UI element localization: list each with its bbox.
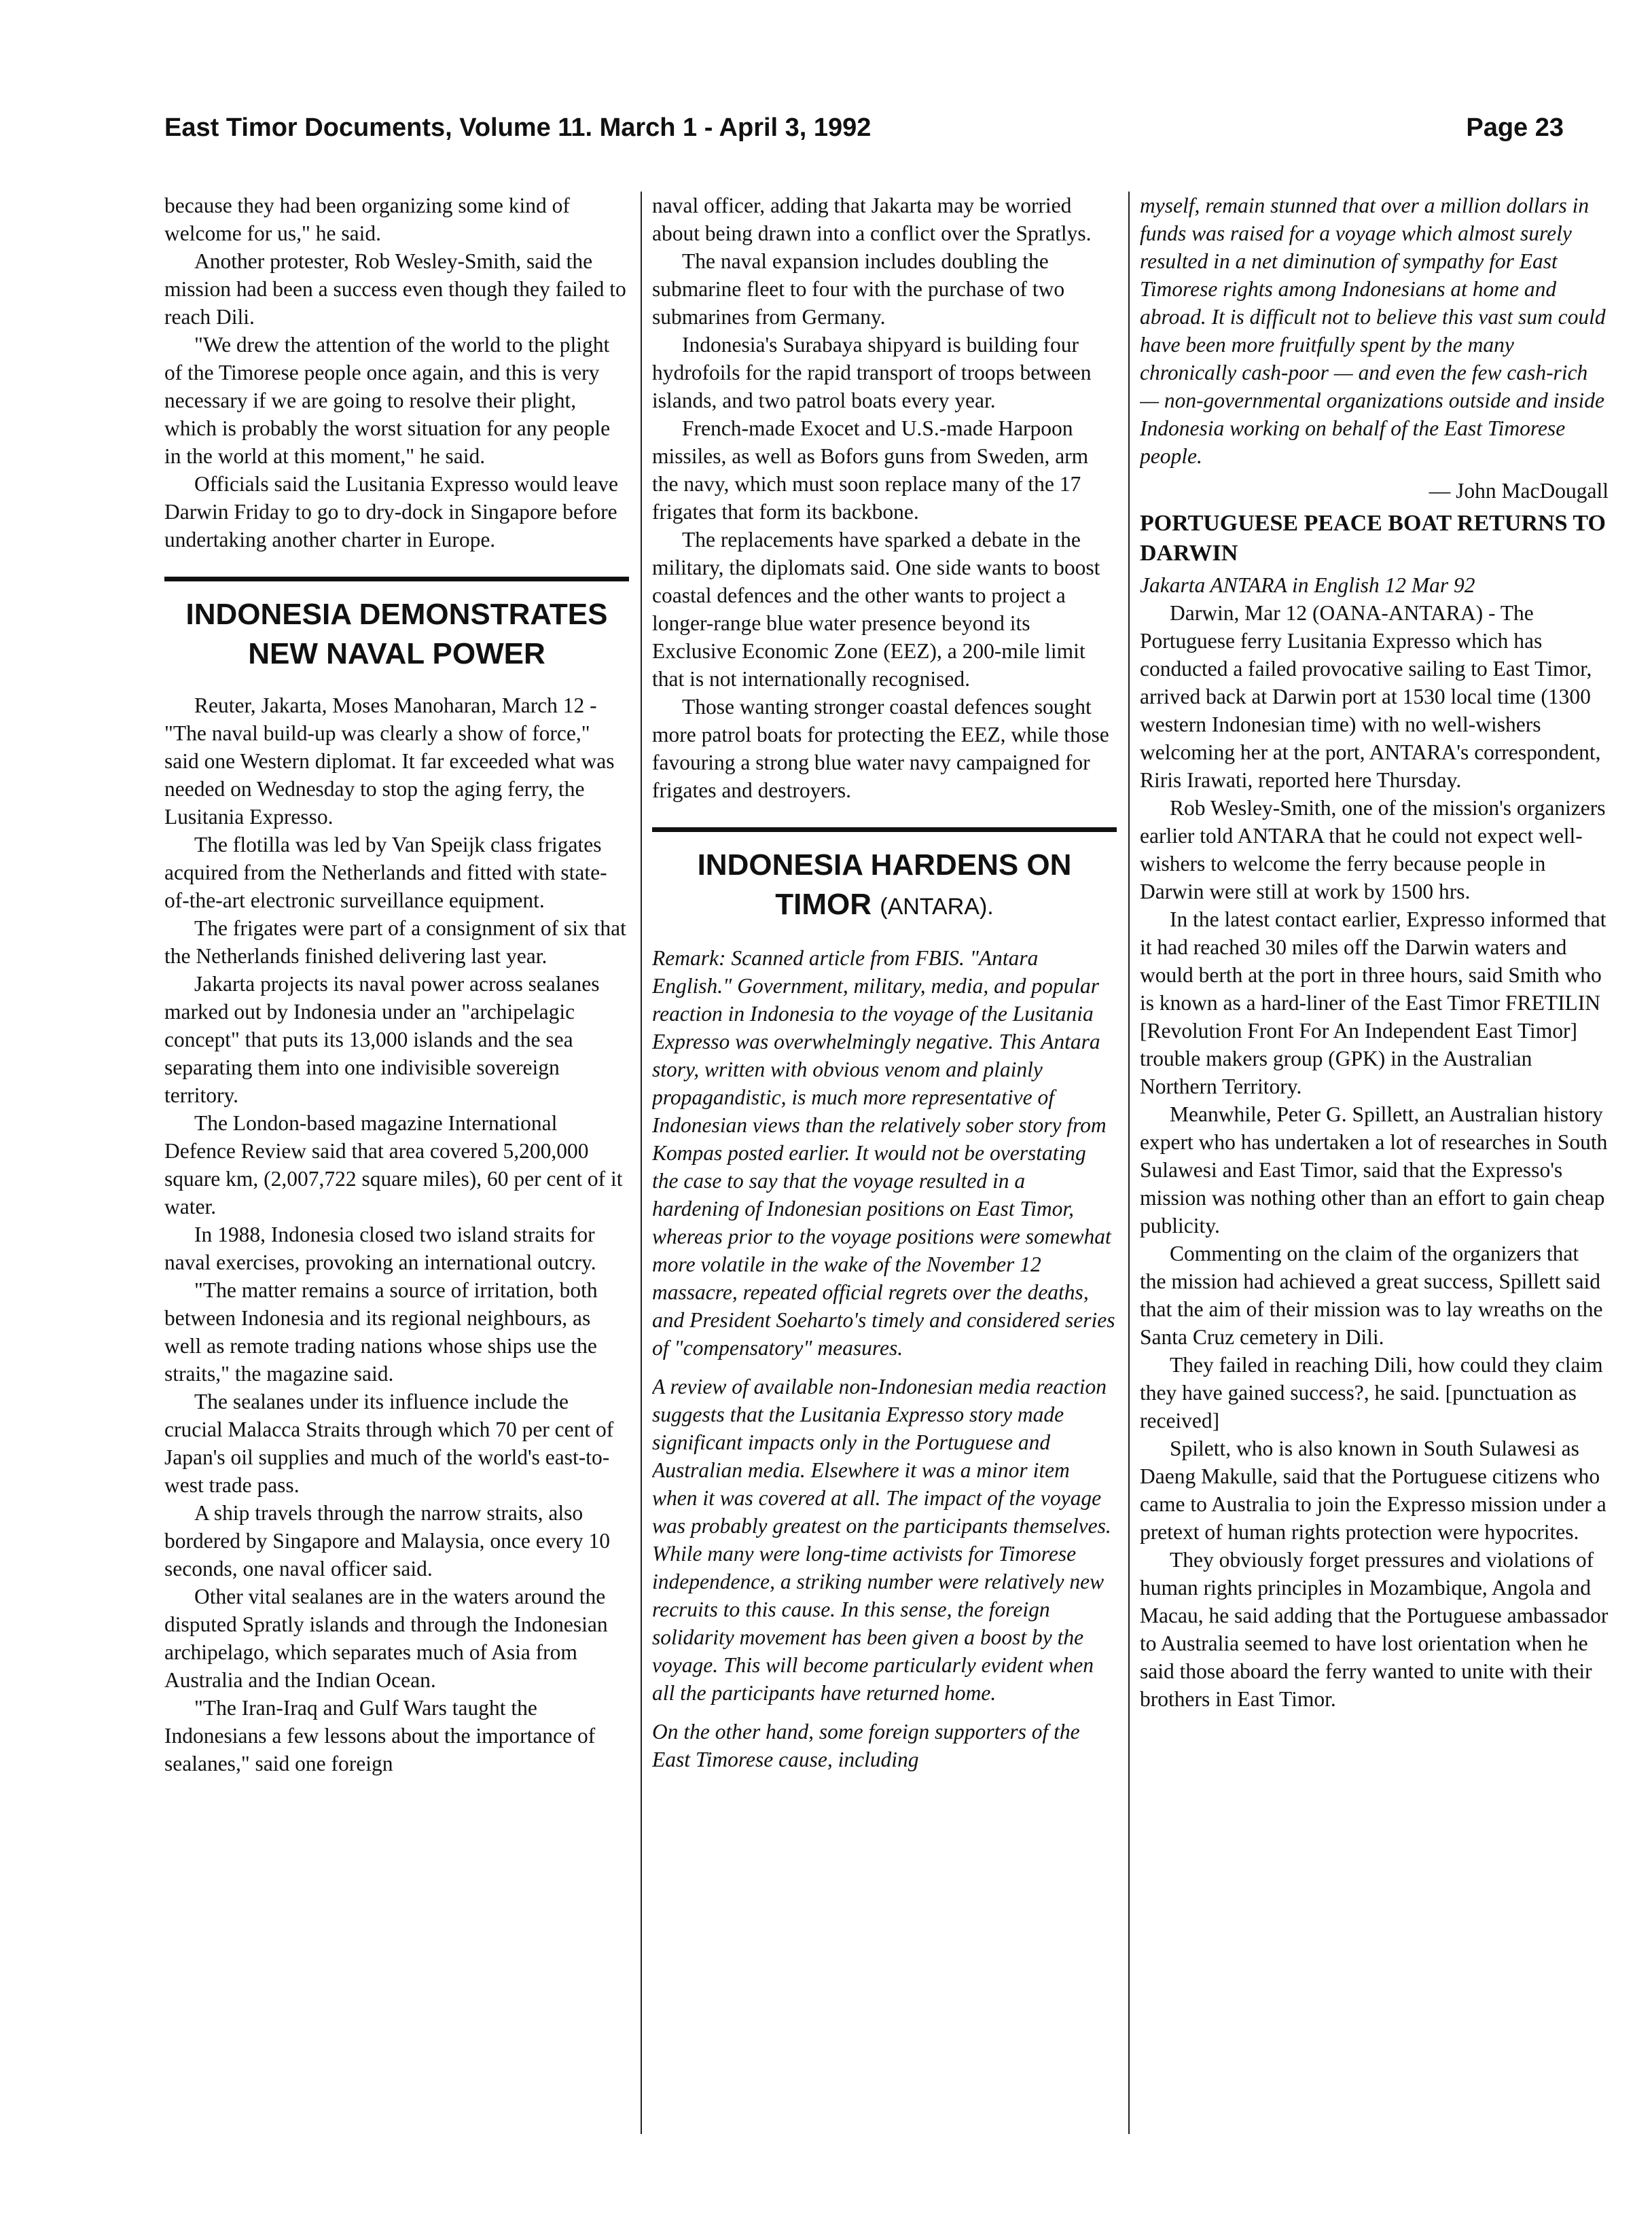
paragraph: The London-based magazine International Defence Review said that area covered 5,200,000 square km, (2,007,722 square miles), 60 per cent of it water. (164, 1111, 623, 1218)
running-header (164, 107, 1564, 148)
paragraph: A ship travels through the narrow straits, also bordered by Singapore and Malaysia, once every 10 seconds, one naval officer said. (164, 1501, 611, 1581)
article-subhead: PORTUGUESE PEACE BOAT RETURNS TO DARWIN (1140, 511, 1606, 566)
editor-remark: On the other hand, some foreign supporters of the East Timorese cause, including (652, 1720, 1080, 1771)
paragraph: "We drew the attention of the world to the plight of the Timorese people once again, and this is very necessary if we are going to resolve their plight, which is probably the worst situation for any people in the world at this moment," he said. (164, 333, 611, 468)
paragraph: naval officer, adding that Jakarta may be worried about being drawn into a conflict over the Spratlys. (652, 194, 1092, 245)
paragraph: "The matter remains a source of irritation, both between Indonesia and its regional neighbours, as well as remote trading nations whose ships use the straits," the magazine said. (164, 1278, 598, 1386)
column-divider (1128, 192, 1130, 2134)
column-2 (652, 192, 1117, 2134)
headline-source-tag: (ANTARA). (880, 894, 994, 920)
paragraph: Other vital sealanes are in the waters around the disputed Spratly islands and through the Indonesian archipelago, which separates much of Asia from Australia and the Indian Ocean. (164, 1585, 608, 1692)
paragraph: Commenting on the claim of the organizers that the mission had achieved a great success, Spillett said that the aim of their mission was to lay wreaths on the Santa Cruz cemetery in Dili. (1140, 1242, 1603, 1349)
paragraph: "The Iran-Iraq and Gulf Wars taught the Indonesians a few lessons about the importance of sealanes," said one foreign (164, 1696, 596, 1775)
paragraph: They failed in reaching Dili, how could they claim they have gained success?, he said. [punctuation as received] (1140, 1353, 1603, 1432)
page-number: Page 23 (1466, 113, 1564, 142)
paragraph: because they had been organizing some kind of welcome for us," he said. (164, 194, 570, 245)
paragraph: They obviously forget pressures and violations of human rights principles in Mozambique, Angola and Macau, he said adding that the Portuguese ambassador to Australia seemed to have lost orientation when he said those aboard the ferry wanted to unite with their brothers in East Timor. (1140, 1548, 1609, 1711)
paragraph: Spilett, who is also known in South Sulawesi as Daeng Makulle, said that the Portuguese citizens who came to Australia to join the Expresso mission under a pretext of human rights protection were hypocrites. (1140, 1437, 1606, 1544)
paragraph: The flotilla was led by Van Speijk class frigates acquired from the Netherlands and fitted with state-of-the-art electronic surveillance equipment. (164, 833, 607, 912)
paragraph: Rob Wesley-Smith, one of the mission's organizers earlier told ANTARA that he could not expect well-wishers to welcome the ferry because people in Darwin were still at work by 1500 hrs. (1140, 796, 1606, 903)
paragraph: The sealanes under its influence include the crucial Malacca Straits through which 70 per cent of Japan's oil supplies and much of the world's east-to-west trade pass. (164, 1390, 614, 1497)
paragraph: In 1988, Indonesia closed two island straits for naval exercises, provoking an international outcry. (164, 1223, 596, 1274)
article-headline: INDONESIA DEMONSTRATES NEW NAVAL POWER (185, 598, 608, 670)
paragraph: The naval expansion includes doubling the submarine fleet to four with the purchase of two submarines from Germany. (652, 249, 1065, 329)
paragraph: In the latest contact earlier, Expresso informed that it had reached 30 miles off the Darwin waters and would berth at the port in three hours, said Smith who is known as a hard-liner of the East Timor FRETILIN [Revolution Front For An Independent East Timor] trouble makers group (GPK) in the Australian Northern Territory. (1140, 907, 1606, 1098)
section-divider (164, 577, 629, 581)
paragraph: Those wanting stronger coastal defences sought more patrol boats for protecting the EEZ, while those favouring a strong blue water navy campaigned for frigates and destroyers. (652, 695, 1109, 802)
paragraph: Reuter, Jakarta, Moses Manoharan, March 12 - "The naval build-up was clearly a show of force," said one Western diplomat. It far exceeded what was needed on Wednesday to stop the aging ferry, the Lusitania Expresso. (164, 693, 615, 829)
section-divider (652, 827, 1117, 832)
editor-remark: A review of available non-Indonesian media reaction suggests that the Lusitania Expresso story made significant impacts only in the Portuguese and Australian media. Elsewhere it was a minor item when it was covered at all. The impact of the voyage was probably greatest on the participants themselves. While many were long-time activists for Timorese independence, a striking number were relatively new recruits to this cause. In this sense, the foreign solidarity movement has been given a boost by the voyage. This will become particularly evident when all the participants have returned home. (652, 1375, 1111, 1705)
paragraph: Indonesia's Surabaya shipyard is building four hydrofoils for the rapid transport of troops between islands, and two patrol boats every year. (652, 333, 1092, 412)
paragraph: Darwin, Mar 12 (OANA-ANTARA) - The Portuguese ferry Lusitania Expresso which has conducted a failed provocative sailing to East Timor, arrived back at Darwin port at 1530 local time (1300 western Indonesian time) with no well-wishers welcoming her at the port, ANTARA's correspondent, Riris Irawati, reported here Thursday. (1140, 601, 1601, 792)
document-title: East Timor Documents, Volume 11. March 1 - April 3, 1992 (164, 113, 872, 142)
paragraph: Another protester, Rob Wesley-Smith, said the mission had been a success even though they failed to reach Dili. (164, 249, 626, 329)
column-1 (164, 192, 629, 2134)
editor-remark: Remark: Scanned article from FBIS. "Antara English." Government, military, media, and popular reaction in Indonesia to the voyage of the Lusitania Expresso was overwhelmingly negative. This Antara story, written with obvious venom and plainly propagandistic, is much more representative of Indonesian views than the relatively sober story from Kompas posted earlier. It would not be overstating the case to say that the voyage resulted in a hardening of Indonesian positions on East Timor, whereas prior to the voyage positions were somewhat more volatile in the wake of the November 12 massacre, repeated official regrets over the deaths, and President Soeharto's timely and considered series of "compensatory" measures. (652, 946, 1115, 1360)
column-divider (641, 192, 642, 2134)
column-3 (1140, 192, 1609, 2134)
paragraph: Jakarta projects its naval power across sealanes marked out by Indonesia under an "archipelagic concept" that puts its 13,000 islands and the sea separating them into one indivisible sovereign territory. (164, 972, 600, 1107)
paragraph: Meanwhile, Peter G. Spillett, an Australian history expert who has undertaken a lot of researches in South Sulawesi and East Timor, said that the Expresso's mission was nothing other than an effort to gain cheap publicity. (1140, 1102, 1608, 1238)
article-source-line: Jakarta ANTARA in English 12 Mar 92 (1140, 573, 1475, 597)
article-headline (652, 846, 1117, 926)
paragraph: The frigates were part of a consignment of six that the Netherlands finished delivering last year. (164, 916, 626, 968)
paragraph: Officials said the Lusitania Expresso would leave Darwin Friday to go to dry-dock in Singapore before undertaking another charter in Europe. (164, 472, 619, 552)
remark-signature: — John MacDougall (1429, 479, 1609, 503)
paragraph: French-made Exocet and U.S.-made Harpoon missiles, as well as Bofors guns from Sweden, arm the navy, which must soon replace many of the 17 frigates that form its backbone. (652, 416, 1089, 524)
headline-text: INDONESIA HARDENS ON TIMOR (697, 848, 1072, 921)
paragraph: The replacements have sparked a debate in the military, the diplomats said. One side wants to boost coastal defences and the other wants to project a longer-range blue water presence beyond its Exclusive Economic Zone (EEZ), a 200-mile limit that is not internationally recognised. (652, 528, 1100, 691)
editor-remark-continued: myself, remain stunned that over a million dollars in funds was raised for a voyage which almost surely resulted in a net diminution of sympathy for East Timorese rights among Indonesians at home and abroad. It is difficult not to believe this vast sum could have been more fruitfully spent by the many chronically cash-poor — and even the few cash-rich — non-governmental organizations outside and inside Indonesia working on behalf of the East Timorese people. (1140, 194, 1606, 468)
